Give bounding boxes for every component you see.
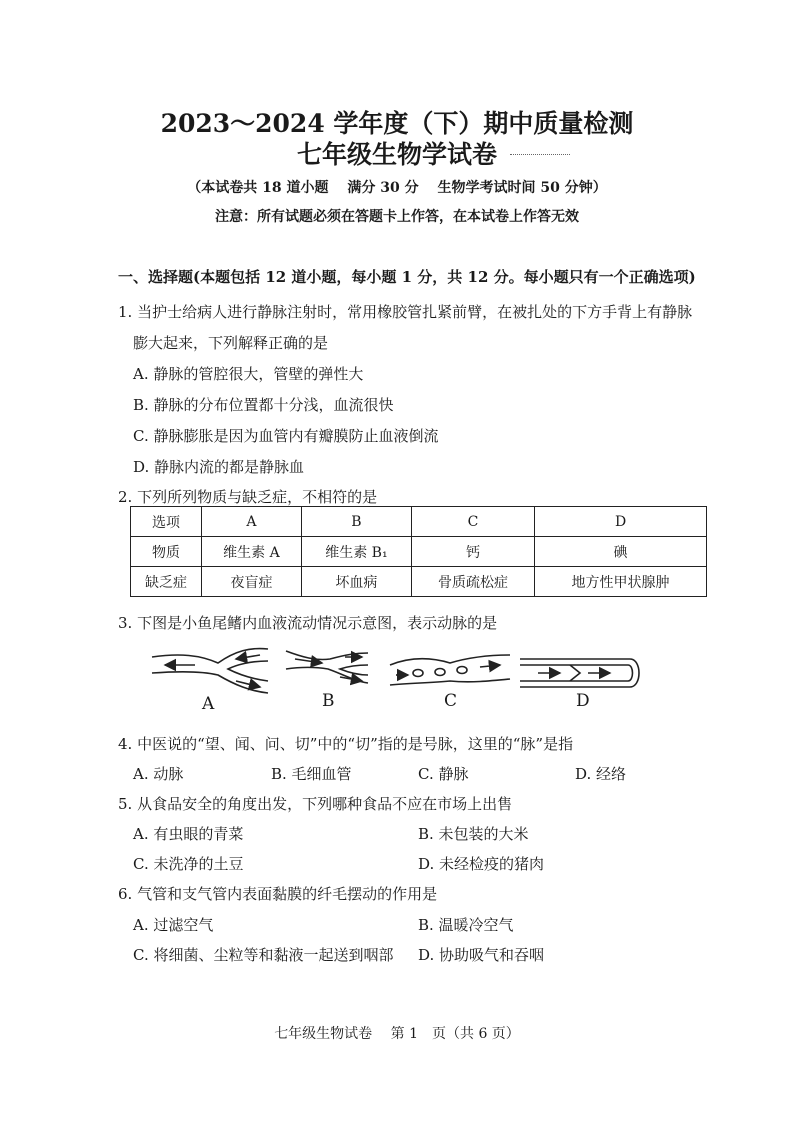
question-4-option-d: D. 经络 (575, 765, 627, 783)
figure-label-d: D (576, 691, 590, 711)
question-6-option-d: D. 协助吸气和吞咽 (418, 946, 545, 964)
table-cell: D (535, 507, 707, 537)
subtitle-dotted-mark (510, 154, 570, 155)
question-5-option-b: B. 未包装的大米 (418, 825, 529, 843)
question-4-option-b: B. 毛细血管 (271, 765, 352, 783)
question-3-stem: 3. 下图是小鱼尾鳍内血液流动情况示意图，表示动脉的是 (118, 614, 498, 632)
question-6-stem: 6. 气管和支气管内表面黏膜的纤毛摆动的作用是 (118, 885, 438, 903)
question-1-stem-line1: 1. 当护士给病人进行静脉注射时，常用橡胶管扎紧前臂，在被扎处的下方手背上有静脉 (118, 303, 693, 321)
question-2-stem: 2. 下列所列物质与缺乏症，不相符的是 (118, 488, 378, 506)
page-footer: 七年级生物试卷 第 1 页（共 6 页） (274, 1026, 520, 1042)
question-6-option-c: C. 将细菌、尘粒等和黏液一起送到咽部 (133, 946, 394, 964)
vessel-b (286, 651, 368, 683)
question-4-stem: 4. 中医说的“望、闻、问、切”中的“切”指的是号脉，这里的“脉”是指 (118, 735, 574, 753)
table-row (131, 537, 707, 567)
question-6-option-b: B. 温暖冷空气 (418, 916, 514, 934)
exam-info: （本试卷共 18 道小题 满分 30 分 生物学考试时间 50 分钟） (187, 180, 607, 196)
figure-label-c: C (444, 691, 458, 711)
figure-label-b: B (322, 691, 335, 711)
figure-label-a: A (202, 694, 215, 714)
table-cell: 钙 (411, 537, 534, 567)
vessel-a (152, 649, 268, 693)
table-cell: 选项 (131, 507, 202, 537)
table-cell: 碘 (535, 537, 707, 567)
question-1-option-d: D. 静脉内流的都是静脉血 (133, 458, 305, 476)
vessel-d (520, 659, 639, 687)
table-cell: 缺乏症 (131, 567, 202, 597)
question-5-stem: 5. 从食品安全的角度出发，下列哪种食品不应在市场上出售 (118, 795, 513, 813)
question-4-option-a: A. 动脉 (133, 765, 184, 783)
table-cell: 夜盲症 (202, 567, 302, 597)
question-5-option-a: A. 有虫眼的青菜 (133, 825, 244, 843)
table-cell: 地方性甲状腺肿 (535, 567, 707, 597)
table-row (131, 507, 707, 537)
question-5-option-c: C. 未洗净的土豆 (133, 855, 244, 873)
section-heading: 一、选择题(本题包括 12 道小题，每小题 1 分，共 12 分。每小题只有一个正确选项) (118, 268, 696, 286)
question-4-option-c: C. 静脉 (418, 765, 469, 783)
table-cell: 维生素 B₁ (301, 537, 411, 567)
question-1-stem-line2: 膨大起来，下列解释正确的是 (133, 334, 329, 352)
table-cell: A (202, 507, 302, 537)
question-1-option-b: B. 静脉的分布位置都十分浅，血流很快 (133, 396, 394, 414)
question-1-option-a: A. 静脉的管腔很大，管壁的弹性大 (133, 365, 364, 383)
table-row (131, 567, 707, 597)
question-5-option-d: D. 未经检疫的猪肉 (418, 855, 545, 873)
table-cell: B (301, 507, 411, 537)
exam-notice: 注意：所有试题必须在答题卡上作答，在本试卷上作答无效 (215, 209, 579, 225)
question-2-table (130, 506, 707, 597)
vessel-c (390, 655, 510, 685)
table-cell: 骨质疏松症 (411, 567, 534, 597)
table-cell: C (411, 507, 534, 537)
question-1-option-c: C. 静脉膨胀是因为血管内有瓣膜防止血液倒流 (133, 427, 439, 445)
question-6-option-a: A. 过滤空气 (133, 916, 214, 934)
table-cell: 坏血病 (301, 567, 411, 597)
exam-subtitle: 七年级生物学试卷 (296, 140, 497, 169)
exam-title: 2023～2024 学年度（下）期中质量检测 (160, 109, 634, 138)
table-cell: 物质 (131, 537, 202, 567)
table-cell: 维生素 A (202, 537, 302, 567)
